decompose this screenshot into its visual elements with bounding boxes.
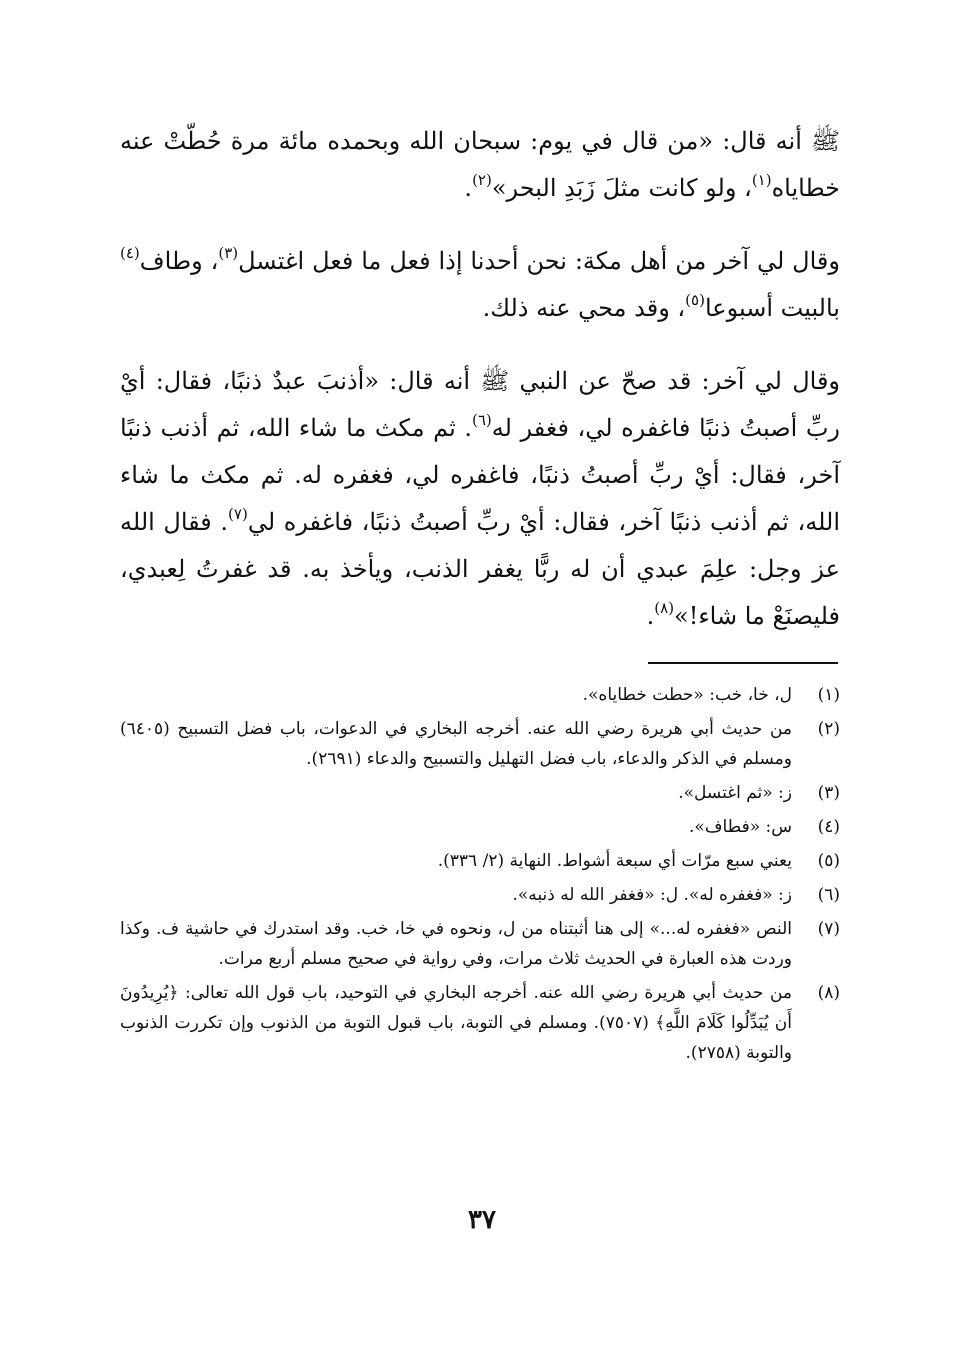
footnote-reference: (٨) <box>654 599 675 617</box>
footnote-text: يعني سبع مرّات أي سبعة أشواط. النهاية (٢/ ٣٣٦). <box>437 851 792 871</box>
footnote <box>120 978 840 1068</box>
footnote-reference: (٣) <box>218 244 239 262</box>
footnote <box>120 846 840 876</box>
text-segment: . <box>464 174 473 202</box>
footnote-reference: (٢) <box>472 171 492 189</box>
footnote-text: ز: «ثم اغتسل». <box>678 783 792 803</box>
text-segment: ، وقد محي عنه ذلك. <box>482 294 686 322</box>
footnote-text: من حديث أبي هريرة رضي الله عنه. أخرجه البخاري في التوحيد، باب قول الله تعالى: ﴿يُرِيدُونَ أَن يُبَدِّلُوا كَلَامَ اللَّهِ﴾ (٧٥٠٧). ومسلم في التوبة، باب قبول التوبة من الذنوب وإن تكررت الذنوب والتوبة (٢٧٥٨). <box>120 983 792 1063</box>
footnote-number: (٥) <box>817 851 840 871</box>
text-segment: . ثم مكث ما شاء الله، ثم أذنب ذنبًا آخر، فقال: أيْ ربِّ أصبتُ ذنبًا، فاغفره لي، فغفره له. ثم مكث ما شاء الله، ثم أذنب ذنبًا آخر، فقال: أيْ ربِّ أصبتُ ذنبًا، فاغفره لي <box>120 414 841 536</box>
footnotes <box>120 680 840 1072</box>
paragraph <box>120 358 840 640</box>
footnote-number: (٣) <box>817 783 840 803</box>
text-segment: بالبيت أسبوعا <box>704 294 840 322</box>
footnote-number: (٤) <box>817 817 840 837</box>
footnote-number: (٢) <box>817 719 840 739</box>
footnote <box>120 778 840 808</box>
footnote <box>120 812 840 842</box>
paragraph <box>120 238 840 332</box>
footnote <box>120 680 840 710</box>
text-segment: ﷺ أنه قال: «من قال في يوم: سبحان الله وبحمده مائة مرة حُطّتْ عنه خطاياه <box>120 127 840 202</box>
footnote-number: (٧) <box>817 919 840 939</box>
footnote-number: (٦) <box>817 885 840 905</box>
text-segment: ، وطاف <box>139 247 219 275</box>
footnote-number: (٨) <box>817 983 840 1003</box>
footnote-number: (١) <box>817 685 840 705</box>
text-segment: وقال لي آخر: قد صحّ عن النبي ﷺ أنه قال: «أذنبَ عبدٌ ذنبًا، فقال: أيْ ربِّ أصبتُ ذنبًا فاغفره لي، فغفر له <box>120 367 841 442</box>
footnote-reference: (٦) <box>471 411 492 429</box>
footnote-text: س: «فطاف». <box>689 817 792 837</box>
footnote <box>120 914 840 974</box>
paragraph <box>120 118 840 212</box>
footnote-text: ز: «فغفره له». ل: «فغفر الله له ذنبه». <box>512 885 792 905</box>
text-segment: . <box>646 602 655 630</box>
footnote-text: ل، خا، خب: «حطت خطاياه». <box>582 685 792 705</box>
text-segment: وقال لي آخر من أهل مكة: نحن أحدنا إذا فعل ما فعل اغتسل <box>238 247 840 275</box>
footnote-separator <box>648 662 838 664</box>
footnote-reference: (٤) <box>120 244 140 262</box>
text-segment: . فقال الله عز وجل: علِمَ عبدي أن له ربًّا يغفر الذنب، ويأخذ به. قد غفرتُ لِعبدي، فليصنَعْ ما شاء!» <box>120 508 840 630</box>
footnote <box>120 880 840 910</box>
main-text <box>120 118 840 666</box>
footnote-text: من حديث أبي هريرة رضي الله عنه. أخرجه البخاري في الدعوات، باب فضل التسبيح (٦٤٠٥) ومسلم في الذكر والدعاء، باب فضل التهليل والتسبيح والدعاء (٢٦٩١). <box>120 719 792 769</box>
footnote-reference: (١) <box>751 171 772 189</box>
footnote-reference: (٥) <box>685 291 705 309</box>
page-number: ٣٧ <box>468 1205 496 1235</box>
footnote-reference: (٧) <box>228 505 248 523</box>
footnote <box>120 714 840 774</box>
footnote-text: النص «فغفره له...» إلى هنا أثبتناه من ل، ونحوه في خا، خب. وقد استدرك في حاشية ف. وكذا وردت هذه العبارة في الحديث ثلاث مرات، وفي رواية في صحيح مسلم أربع مرات. <box>120 919 792 969</box>
text-segment: ، ولو كانت مثلَ زَبَدِ البحر» <box>491 174 752 202</box>
